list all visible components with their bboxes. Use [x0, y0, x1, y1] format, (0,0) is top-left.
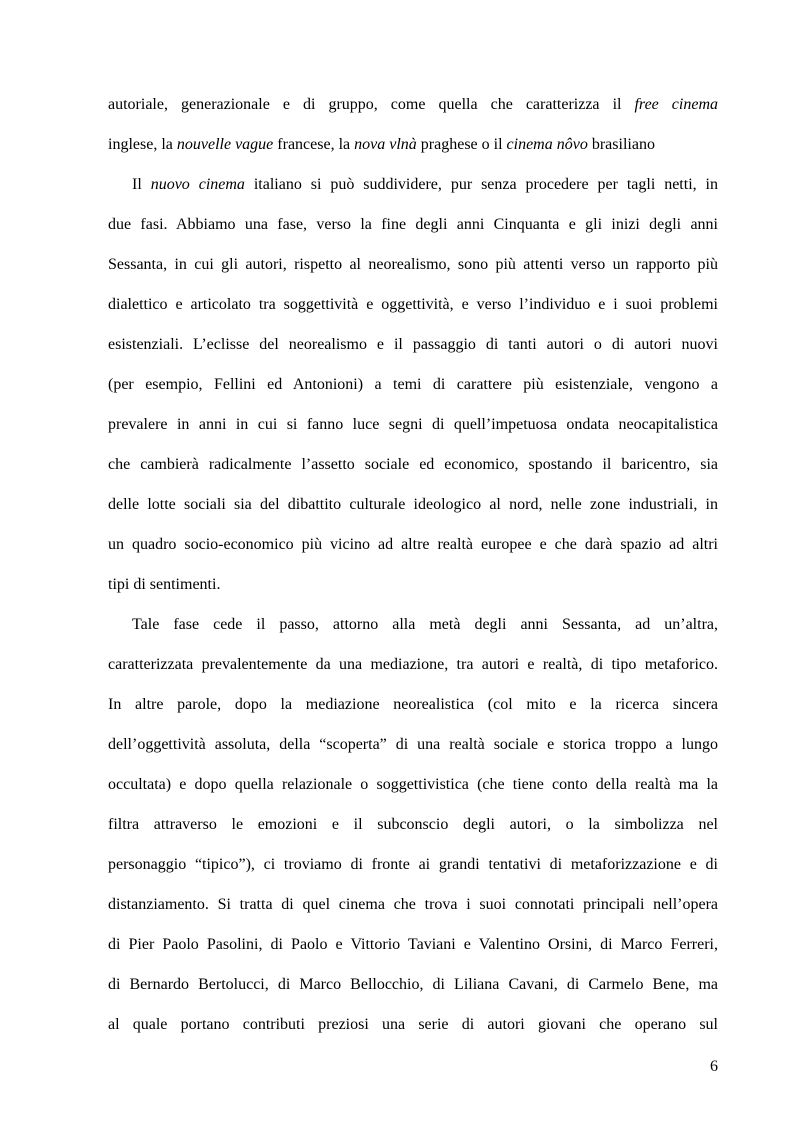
paragraph-1-line-1: autoriale, generazionale e di gruppo, come quella che caratterizza il free cinema — [108, 96, 718, 113]
paragraph-2-line-11: tipi di sentimenti. — [108, 576, 221, 593]
paragraph-2-line-9: delle lotte sociali sia del dibattito culturale ideologico al nord, nelle zone industriali, in — [108, 496, 718, 513]
paragraph-3-line-2: caratterizzata prevalentemente da una mediazione, tra autori e realtà, di tipo metaforico. — [108, 656, 718, 673]
paragraph-3-line-3: In altre parole, dopo la mediazione neorealistica (col mito e la ricerca sincera — [108, 696, 718, 713]
paragraph-2-line-2: due fasi. Abbiamo una fase, verso la fine degli anni Cinquanta e gli inizi degli anni — [108, 216, 718, 233]
paragraph-2-line-10: un quadro socio-economico più vicino ad altre realtà europee e che darà spazio ad altri — [108, 536, 718, 553]
paragraph-2-line-8: che cambierà radicalmente l’assetto sociale ed economico, spostando il baricentro, sia — [108, 456, 718, 473]
paragraph-3-line-11: al quale portano contributi preziosi una serie di autori giovani che operano sul — [108, 1016, 718, 1033]
italic-term: free cinema — [634, 96, 718, 113]
paragraph-3-line-8: distanziamento. Si tratta di quel cinema che trova i suoi connotati principali nell’opera — [108, 896, 718, 913]
italic-term: nouvelle vague — [176, 136, 274, 153]
paragraph-3-line-5: occultata) e dopo quella relazionale o soggettivistica (che tiene conto della realtà ma la — [108, 776, 718, 793]
italic-term: cinema nôvo — [506, 136, 588, 153]
paragraph-3-line-10: di Bernardo Bertolucci, di Marco Bellocchio, di Liliana Cavani, di Carmelo Bene, ma — [108, 976, 718, 993]
italic-term: nuovo cinema — [150, 176, 245, 193]
paragraph-1-line-2: inglese, la nouvelle vague francese, la nova vlnà praghese o il cinema nôvo brasiliano — [108, 136, 655, 153]
paragraph-3-line-7: personaggio “tipico”), ci troviamo di fronte ai grandi tentativi di metaforizzazione e di — [108, 856, 718, 873]
paragraph-3-line-6: filtra attraverso le emozioni e il subconscio degli autori, o la simbolizza nel — [108, 816, 718, 833]
paragraph-2-line-7: prevalere in anni in cui si fanno luce segni di quell’impetuosa ondata neocapitalistica — [108, 416, 718, 433]
page-number: 6 — [710, 1058, 718, 1075]
paragraph-2-line-3: Sessanta, in cui gli autori, rispetto al neorealismo, sono più attenti verso un rapporto più — [108, 256, 718, 273]
paragraph-2-line-1: Il nuovo cinema italiano si può suddividere, pur senza procedere per tagli netti, in — [132, 176, 719, 193]
paragraph-3-line-9: di Pier Paolo Pasolini, di Paolo e Vittorio Taviani e Valentino Orsini, di Marco Ferreri, — [108, 936, 718, 953]
paragraph-3-line-1: Tale fase cede il passo, attorno alla metà degli anni Sessanta, ad un’altra, — [132, 616, 718, 633]
paragraph-3-line-4: dell’oggettività assoluta, della “scoperta” di una realtà sociale e storica troppo a lungo — [108, 736, 718, 753]
paragraph-2-line-5: esistenziali. L’eclisse del neorealismo e il passaggio di tanti autori o di autori nuovi — [108, 336, 718, 353]
paragraph-2-line-6: (per esempio, Fellini ed Antonioni) a temi di carattere più esistenziale, vengono a — [108, 376, 718, 393]
italic-term: nova vlnà — [354, 136, 417, 153]
paragraph-2-line-4: dialettico e articolato tra soggettività e oggettività, e verso l’individuo e i suoi problemi — [108, 296, 718, 313]
